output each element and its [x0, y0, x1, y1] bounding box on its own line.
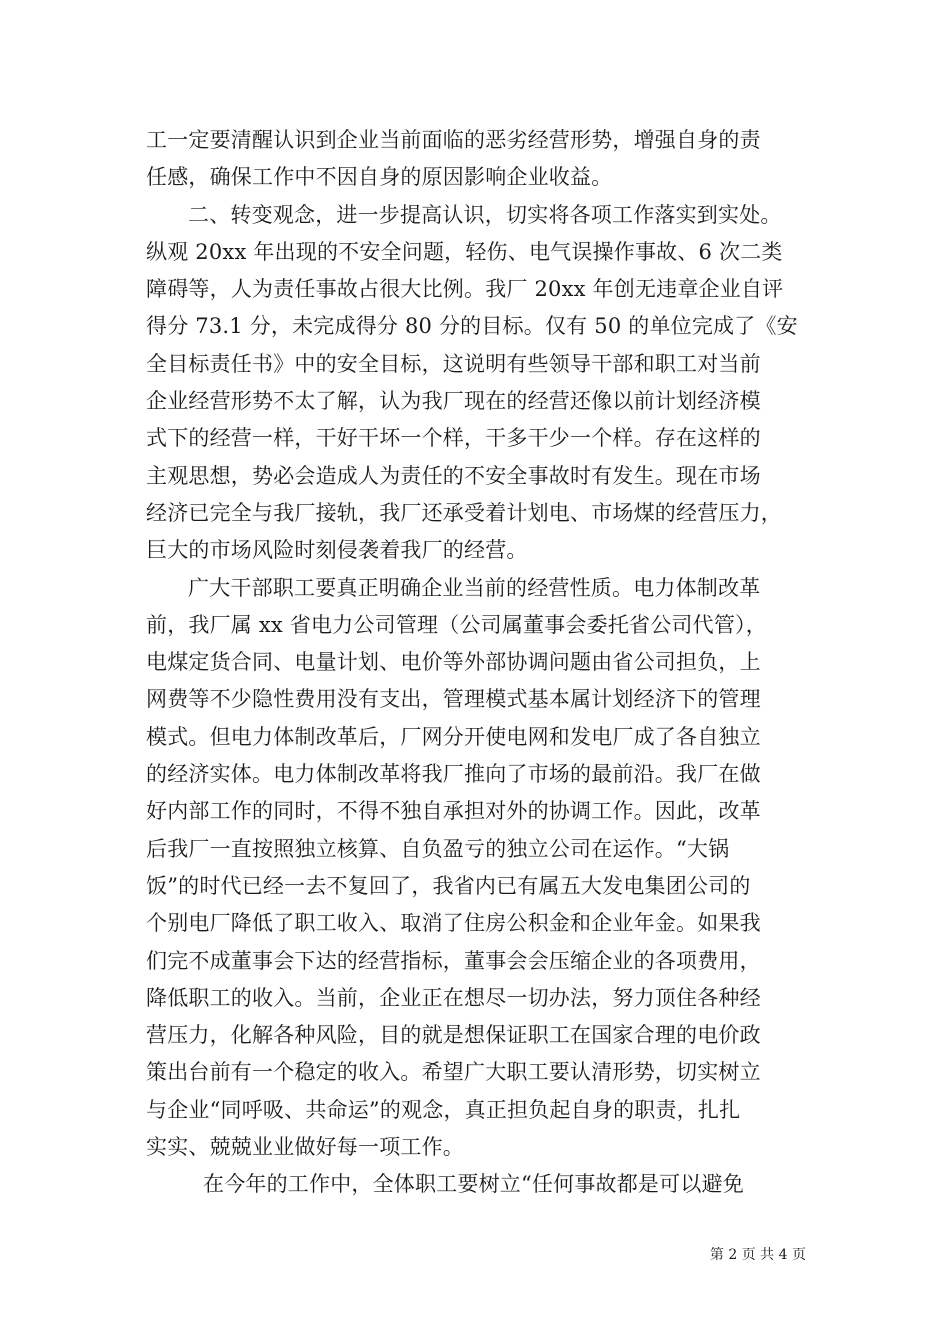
- body-line: 纵观 20xx 年出现的不安全问题，轻伤、电气误操作事故、6 次二类: [146, 239, 783, 264]
- body-line: 降低职工的收入。当前，企业正在想尽一切办法，努力顶住各种经: [146, 985, 761, 1010]
- body-line: 模式。但电力体制改革后，厂网分开使电网和发电厂成了各自独立: [146, 724, 761, 749]
- body-line: 与企业“同呼吸、共命运”的观念，真正担负起自身的职责，扎扎: [146, 1097, 741, 1122]
- body-line: 巨大的市场风险时刻侵袭着我厂的经营。: [146, 538, 528, 563]
- body-line: 饭”的时代已经一去不复回了，我省内已有属五大发电集团公司的: [146, 873, 751, 898]
- body-line: 得分 73.1 分，未完成得分 80 分的目标。仅有 50 的单位完成了《安: [146, 314, 798, 339]
- body-line: 任感，确保工作中不因自身的原因影响企业收益。: [146, 165, 613, 190]
- paragraph-start-line: 在今年的工作中，全体职工要树立“任何事故都是可以避免: [203, 1172, 744, 1197]
- section-heading-line: 二、转变观念，进一步提高认识，切实将各项工作落实到实处。: [188, 202, 782, 227]
- body-line: 网费等不少隐性费用没有支出，管理模式基本属计划经济下的管理: [146, 687, 761, 712]
- body-line: 电煤定货合同、电量计划、电价等外部协调问题由省公司担负，上: [146, 650, 761, 675]
- body-line: 经济已完全与我厂接轨，我厂还承受着计划电、市场煤的经营压力，: [146, 500, 782, 525]
- body-line: 们完不成董事会下达的经营指标，董事会会压缩企业的各项费用，: [146, 948, 761, 973]
- body-line: 营压力，化解各种风险，目的就是想保证职工在国家合理的电价政: [146, 1023, 761, 1048]
- body-line: 的经济实体。电力体制改革将我厂推向了市场的最前沿。我厂在做: [146, 762, 761, 787]
- body-line: 主观思想，势必会造成人为责任的不安全事故时有发生。现在市场: [146, 463, 761, 488]
- body-line: 工一定要清醒认识到企业当前面临的恶劣经营形势，增强自身的责: [146, 128, 761, 152]
- body-line: 企业经营形势不太了解，认为我厂现在的经营还像以前计划经济模: [146, 389, 761, 414]
- page-number-footer: 第 2 页 共 4 页: [709, 1247, 806, 1263]
- body-line: 前，我厂属 xx 省电力公司管理（公司属董事会委托省公司代管），: [146, 612, 767, 637]
- body-line: 全目标责任书》中的安全目标，这说明有些领导干部和职工对当前: [146, 351, 761, 376]
- body-line: 实实、兢兢业业做好每一项工作。: [146, 1135, 464, 1160]
- body-line: 式下的经营一样，干好干坏一个样，干多干少一个样。存在这样的: [146, 426, 761, 451]
- body-line: 障碍等，人为责任事故占很大比例。我厂 20xx 年创无违章企业自评: [146, 277, 784, 302]
- body-line: 策出台前有一个稳定的收入。希望广大职工要认清形势，切实树立: [146, 1060, 761, 1085]
- body-line: 后我厂一直按照独立核算、自负盈亏的独立公司在运作。“大锅: [146, 836, 730, 861]
- document-body: [146, 122, 806, 1204]
- body-line: 个别电厂降低了职工收入、取消了住房公积金和企业年金。如果我: [146, 911, 761, 936]
- paragraph-start-line: 广大干部职工要真正明确企业当前的经营性质。电力体制改革: [188, 575, 761, 600]
- body-line: 好内部工作的同时，不得不独自承担对外的协调工作。因此，改革: [146, 799, 761, 824]
